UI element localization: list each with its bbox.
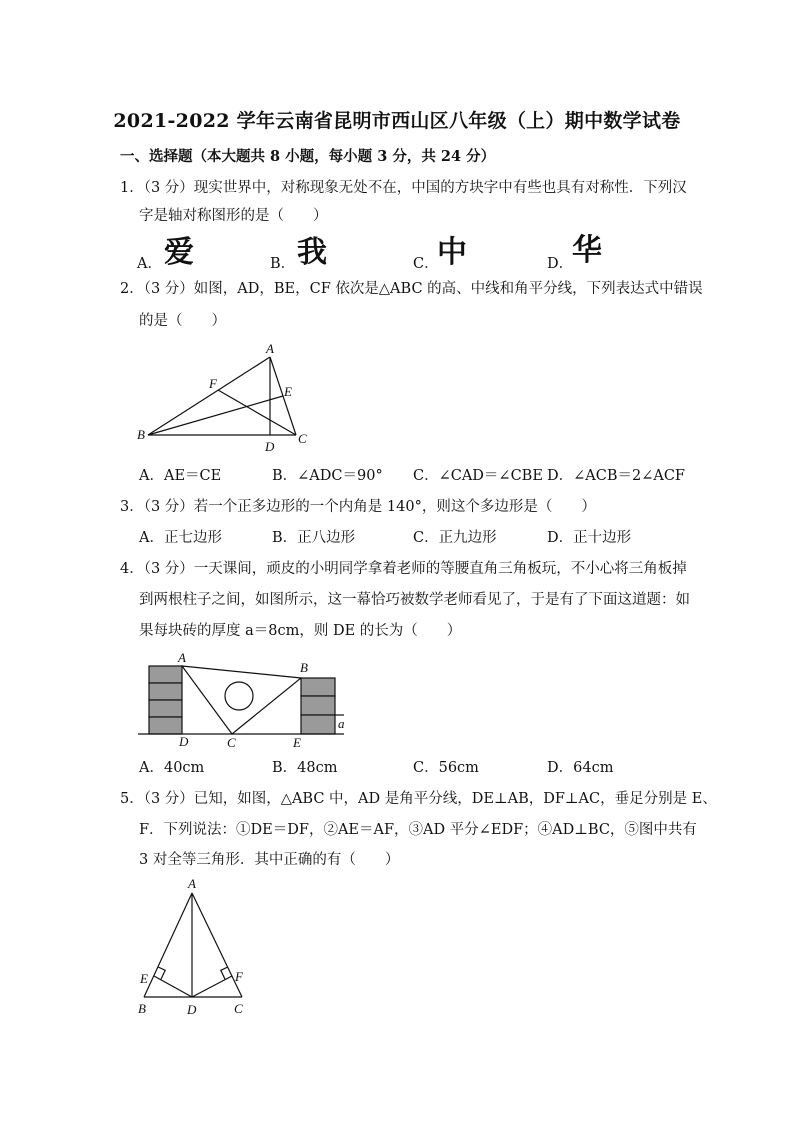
q4-triangle-hole [225,682,253,710]
q2-label-d: D [265,439,275,454]
q3-option-b: B．正八边形 [272,530,356,546]
q4-option-a: A．40cm [139,760,205,776]
q4-label-b: B [300,660,308,675]
q5-right-angle-e [158,967,165,979]
q4-stem-line3: 果每块砖的厚度 a＝8cm，则 DE 的长为（ ） [139,623,462,639]
q1-option-a-char: 爱 [164,235,194,270]
q5-stem-line3: 3 对全等三角形．其中正确的有（ ） [139,852,400,868]
q5-label-b: B [138,1001,146,1016]
q3-option-d: D．正十边形 [547,530,632,546]
q3-option-a: A．正七边形 [139,530,222,546]
q4-triangle-board [182,666,301,734]
q5-triangle-figure [134,875,254,1025]
q1-stem-line2: 字是轴对称图形的是（ ） [139,208,328,224]
q2-stem-line1: 2．（3 分）如图，AD，BE，CF 依次是△ABC 的高、中线和角平分线，下列表达式中错误 [120,281,703,297]
q2-triangle-lines [148,357,296,435]
q1-option-b-label: B． [270,256,296,272]
q5-right-angle-f [221,967,228,979]
q4-label-d: D [179,734,189,749]
q4-stem-line2: 到两根柱子之间，如图所示，这一幕恰巧被数学老师看见了，于是有了下面这道题：如 [139,592,690,608]
q5-label-e: E [140,971,148,986]
q2-label-f: F [209,376,217,391]
q2-triangle-figure [134,340,314,460]
q2-option-c: C．∠CAD＝∠CBE [413,468,543,484]
q4-label-e: E [293,735,301,750]
q5-label-c: C [234,1001,243,1016]
q1-option-c-char: 中 [437,235,467,270]
q4-label-a: A [178,650,186,665]
q2-option-a: A．AE＝CE [139,468,222,484]
q4-option-b: B．48cm [272,760,338,776]
q4-left-pillar-bricks [149,666,182,734]
q4-right-pillar-bricks [301,678,335,734]
q2-option-b: B．∠ADC＝90° [272,468,383,484]
q4-label-c: C [227,735,236,750]
q4-pillars-figure [136,648,351,750]
q4-option-d: D．64cm [547,760,614,776]
section-heading: 一、选择题（本大题共 8 小题，每小题 3 分，共 24 分） [120,148,496,165]
q5-label-a: A [188,876,196,891]
q2-label-a: A [266,341,274,356]
q4-label-a-thickness: a [338,716,345,731]
q1-option-d-char: 华 [572,233,602,268]
q2-label-b: B [137,427,145,442]
page-title: 2021-2022 学年云南省昆明市西山区八年级（上）期中数学试卷 [113,110,681,132]
q5-triangle-lines [144,893,242,997]
q2-label-e: E [284,384,292,399]
q1-stem-line1: 1．（3 分）现实世界中，对称现象无处不在，中国的方块字中有些也具有对称性．下列汉 [120,180,687,196]
q1-option-b-char: 我 [297,235,327,270]
q5-label-d: D [187,1002,197,1017]
q1-option-d-label: D． [547,256,574,272]
q2-option-d: D．∠ACB＝2∠ACF [547,468,685,484]
q5-stem-line2: F．下列说法：①DE＝DF，②AE＝AF，③AD 平分∠EDF；④AD⊥BC，⑤图中共有 [139,822,697,838]
q2-stem-line2: 的是（ ） [139,313,226,329]
q5-label-f: F [235,969,243,984]
q3-stem: 3．（3 分）若一个正多边形的一个内角是 140°，则这个多边形是（ ） [120,499,596,515]
q5-stem-line1: 5．（3 分）已知，如图，△ABC 中，AD 是角平分线，DE⊥AB，DF⊥AC，垂足分别是 E、 [120,791,717,807]
q4-option-c: C．56cm [413,760,479,776]
q2-label-c: C [298,431,307,446]
q1-option-a-label: A． [137,256,162,272]
q3-option-c: C．正九边形 [413,530,497,546]
q4-stem-line1: 4．（3 分）一天课间，顽皮的小明同学拿着老师的等腰直角三角板玩，不小心将三角板掉 [120,561,687,577]
q1-option-c-label: C． [413,256,439,272]
